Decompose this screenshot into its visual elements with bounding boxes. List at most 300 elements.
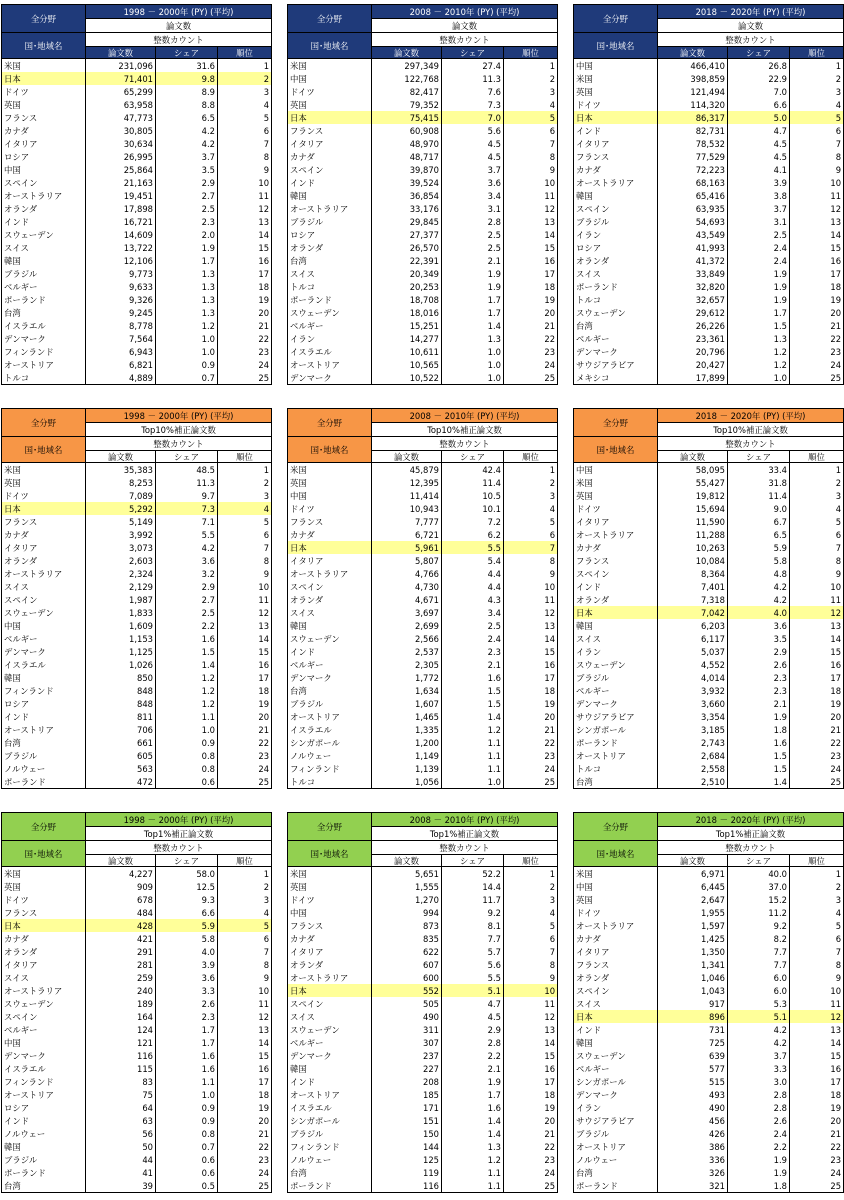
paper-count: 1,772 [372,671,442,684]
rank-value: 18 [218,1088,272,1101]
share-value: 1.3 [156,280,218,293]
country-name: 英国 [288,880,372,893]
share-value: 42.4 [442,463,504,477]
rank-value: 19 [504,293,558,306]
country-name: スイス [288,267,372,280]
country-name: ベルギー [2,280,86,293]
country-name: インド [288,645,372,658]
rank-value: 18 [504,684,558,697]
rank-value: 24 [504,1166,558,1179]
paper-count: 6,117 [658,632,728,645]
col-rank-header: 順位 [218,47,272,59]
paper-count: 1,046 [658,971,728,984]
rank-value: 1 [504,867,558,881]
country-name: 台湾 [288,684,372,697]
rank-value: 5 [504,111,558,124]
rank-value: 19 [218,697,272,710]
share-value: 2.4 [728,241,790,254]
rank-value: 5 [504,919,558,932]
table-row [288,1140,558,1153]
country-name: オーストリア [574,1140,658,1153]
rank-value: 17 [218,267,272,280]
country-name: 中国 [288,489,372,502]
paper-count: 1,125 [86,645,156,658]
paper-count: 48,717 [372,150,442,163]
field-label: 全分野 [288,5,372,33]
rank-value: 13 [218,1023,272,1036]
country-name: トルコ [288,775,372,789]
table-row [288,163,558,176]
country-name: イタリア [574,515,658,528]
paper-count: 18,016 [372,306,442,319]
table-row [2,59,272,73]
paper-count: 3,697 [372,606,442,619]
share-value: 1.0 [442,358,504,371]
share-value: 1.5 [728,319,790,332]
paper-count: 8,364 [658,567,728,580]
table-row [288,658,558,671]
country-name: オーストリア [288,1088,372,1101]
country-name: メキシコ [574,371,658,385]
country-name: オランダ [288,958,372,971]
table-row [574,267,844,280]
rank-value: 20 [504,710,558,723]
table-row [574,906,844,919]
rank-value: 4 [218,502,272,515]
country-name: サウジアラビア [574,358,658,371]
share-value: 8.9 [156,85,218,98]
share-value: 1.9 [728,710,790,723]
table-row [288,1114,558,1127]
paper-count: 398,859 [658,72,728,85]
table-row [288,736,558,749]
paper-count: 58,095 [658,463,728,477]
share-value: 3.6 [156,554,218,567]
country-name: 米国 [288,463,372,477]
country-name: スイス [574,267,658,280]
country-name: スペイン [288,163,372,176]
share-value: 5.1 [728,1010,790,1023]
col-papers-header: 論文数 [86,451,156,463]
country-name: ドイツ [2,85,86,98]
paper-count: 1,555 [372,880,442,893]
share-value: 1.7 [156,254,218,267]
paper-count: 336 [658,1153,728,1166]
share-value: 1.7 [442,293,504,306]
country-name: イスラエル [288,723,372,736]
share-value: 1.1 [442,1166,504,1179]
field-label: 全分野 [2,5,86,33]
table-row [2,671,272,684]
table-row [574,919,844,932]
paper-count: 185 [372,1088,442,1101]
rank-value: 7 [790,137,844,150]
period-label: 2008 － 2010年 (PY) (平均) [372,5,558,19]
country-name: ロシア [2,697,86,710]
share-value: 9.2 [442,906,504,919]
share-value: 1.9 [728,267,790,280]
table-row [2,1088,272,1101]
table-row [2,189,272,202]
table-row [2,528,272,541]
table-row [574,997,844,1010]
share-value: 11.4 [442,476,504,489]
share-value: 2.5 [156,202,218,215]
paper-count: 72,223 [658,163,728,176]
rank-value: 17 [504,671,558,684]
rank-value: 12 [504,1010,558,1023]
country-name: 台湾 [2,306,86,319]
table-row [288,1023,558,1036]
country-name: イタリア [574,137,658,150]
share-value: 4.7 [442,997,504,1010]
country-name: イタリア [288,945,372,958]
country-name: 台湾 [574,775,658,789]
paper-count: 456 [658,1114,728,1127]
table-row [288,945,558,958]
table-row [288,515,558,528]
table-row [288,775,558,789]
paper-count: 4,552 [658,658,728,671]
rank-value: 24 [218,358,272,371]
table-row [574,1179,844,1193]
share-value: 5.6 [442,958,504,971]
paper-count: 33,176 [372,202,442,215]
country-name: 韓国 [2,1140,86,1153]
metric-type-label: Top10%補正論文数 [86,423,272,437]
share-value: 0.5 [156,1179,218,1193]
table-row [2,150,272,163]
table-row [574,72,844,85]
rank-value: 23 [218,345,272,358]
country-name: フランス [2,906,86,919]
share-value: 5.8 [728,554,790,567]
rank-value: 3 [218,489,272,502]
region-label: 国･地域名 [574,33,658,59]
rank-value: 7 [218,137,272,150]
share-value: 31.8 [728,476,790,489]
rank-value: 18 [218,280,272,293]
rank-value: 25 [790,775,844,789]
table-row [2,580,272,593]
paper-count: 1,335 [372,723,442,736]
country-name: フィンランド [2,1075,86,1088]
country-name: カナダ [2,932,86,945]
paper-count: 3,185 [658,723,728,736]
share-value: 1.9 [442,267,504,280]
paper-count: 9,326 [86,293,156,306]
share-value: 4.2 [728,580,790,593]
share-value: 31.6 [156,59,218,73]
share-value: 1.7 [156,1023,218,1036]
share-value: 7.1 [156,515,218,528]
share-value: 1.1 [442,749,504,762]
paper-count: 124 [86,1023,156,1036]
paper-count: 125 [372,1153,442,1166]
paper-count: 10,611 [372,345,442,358]
paper-count: 1,026 [86,658,156,671]
paper-count: 1,607 [372,697,442,710]
paper-count: 8,253 [86,476,156,489]
rank-value: 4 [218,906,272,919]
paper-count: 811 [86,710,156,723]
paper-count: 1,149 [372,749,442,762]
rank-value: 3 [218,85,272,98]
rank-value: 9 [790,971,844,984]
table-row [2,762,272,775]
share-value: 7.7 [442,932,504,945]
country-name: オーストラリア [574,528,658,541]
table-row [2,697,272,710]
rank-value: 13 [218,619,272,632]
rank-value: 6 [504,124,558,137]
country-name: 中国 [574,880,658,893]
share-value: 58.0 [156,867,218,881]
share-value: 11.3 [156,476,218,489]
table-row [2,85,272,98]
share-value: 9.2 [728,919,790,932]
table-row [574,1049,844,1062]
table-row [2,593,272,606]
rank-value: 20 [790,306,844,319]
country-name: スイス [2,580,86,593]
rank-value: 19 [790,697,844,710]
rank-value: 6 [218,528,272,541]
country-name: ポーランド [288,293,372,306]
paper-count: 678 [86,893,156,906]
country-name: 日本 [2,919,86,932]
paper-count: 297,349 [372,59,442,73]
rank-value: 3 [790,85,844,98]
data-table [573,4,844,385]
share-value: 0.8 [156,749,218,762]
paper-count: 7,401 [658,580,728,593]
country-name: デンマーク [288,671,372,684]
table-row [574,554,844,567]
share-value: 1.1 [442,1179,504,1193]
share-value: 3.7 [728,1049,790,1062]
share-value: 4.4 [442,567,504,580]
rank-value: 3 [790,489,844,502]
share-value: 8.8 [156,98,218,111]
table-row [288,358,558,371]
table-row [288,476,558,489]
table-row [574,1127,844,1140]
period-label: 1998 － 2000年 (PY) (平均) [86,813,272,827]
share-value: 6.5 [156,111,218,124]
rank-value: 2 [218,880,272,893]
country-name: ベルギー [288,319,372,332]
share-value: 1.4 [442,1127,504,1140]
data-table [573,812,844,1193]
rank-value: 21 [504,319,558,332]
country-name: 韓国 [574,1036,658,1049]
paper-count: 706 [86,723,156,736]
country-name: ブラジル [288,697,372,710]
table-row [288,202,558,215]
country-name: スウェーデン [2,228,86,241]
count-type-label: 整数カウント [86,33,272,47]
country-name: ノルウェー [2,762,86,775]
col-share-header: シェア [156,855,218,867]
table-row [2,606,272,619]
paper-count: 64 [86,1101,156,1114]
country-name: ブラジル [288,215,372,228]
country-name: 日本 [288,984,372,997]
paper-count: 78,532 [658,137,728,150]
paper-count: 25,864 [86,163,156,176]
table-row [574,710,844,723]
share-value: 5.7 [442,945,504,958]
paper-count: 577 [658,1062,728,1075]
paper-count: 240 [86,984,156,997]
rank-value: 23 [504,1153,558,1166]
country-name: 台湾 [574,319,658,332]
table-row [288,723,558,736]
country-name: デンマーク [288,371,372,385]
share-value: 1.5 [156,645,218,658]
table-row [288,906,558,919]
share-value: 4.5 [442,137,504,150]
rank-value: 9 [218,163,272,176]
table-row [2,945,272,958]
rank-value: 24 [218,1166,272,1179]
paper-count: 2,699 [372,619,442,632]
paper-count: 3,992 [86,528,156,541]
table-row [288,971,558,984]
table-row [574,945,844,958]
paper-count: 77,529 [658,150,728,163]
table-row [2,645,272,658]
country-name: ノルウェー [288,749,372,762]
country-name: 韓国 [574,619,658,632]
paper-count: 2,558 [658,762,728,775]
paper-count: 15,694 [658,502,728,515]
country-name: 英国 [2,880,86,893]
country-name: ドイツ [2,893,86,906]
country-name: 米国 [2,59,86,73]
share-value: 1.8 [728,1179,790,1193]
table-row [288,254,558,267]
paper-count: 466,410 [658,59,728,73]
country-name: ベルギー [288,658,372,671]
rank-value: 7 [218,541,272,554]
paper-count: 116 [372,1179,442,1193]
share-value: 1.7 [156,1036,218,1049]
country-name: オーストラリア [288,971,372,984]
country-name: デンマーク [574,1088,658,1101]
country-name: インド [574,580,658,593]
table-row [288,684,558,697]
country-name: ベルギー [574,1062,658,1075]
share-value: 3.6 [728,619,790,632]
table-row [2,1049,272,1062]
table-row [574,1166,844,1179]
rank-value: 25 [218,371,272,385]
share-value: 2.3 [156,215,218,228]
paper-count: 30,634 [86,137,156,150]
share-value: 4.2 [156,124,218,137]
rank-value: 20 [218,306,272,319]
country-name: 韓国 [2,254,86,267]
paper-count: 5,292 [86,502,156,515]
col-papers-header: 論文数 [658,451,728,463]
rank-value: 9 [504,971,558,984]
rank-value: 21 [504,1127,558,1140]
col-rank-header: 順位 [790,855,844,867]
country-name: フランス [574,958,658,971]
table-row [574,632,844,645]
count-type-label: 整数カウント [658,33,844,47]
rank-value: 11 [218,593,272,606]
share-value: 3.4 [442,189,504,202]
share-value: 8.2 [728,932,790,945]
rank-value: 22 [218,332,272,345]
paper-count: 208 [372,1075,442,1088]
table-row [2,984,272,997]
paper-count: 9,633 [86,280,156,293]
table-row [2,1153,272,1166]
share-value: 0.9 [156,1101,218,1114]
col-papers-header: 論文数 [658,855,728,867]
table-row [574,371,844,385]
rank-value: 6 [218,932,272,945]
paper-count: 20,253 [372,280,442,293]
share-value: 6.7 [728,515,790,528]
paper-count: 29,845 [372,215,442,228]
country-name: 台湾 [2,1179,86,1193]
paper-count: 39 [86,1179,156,1193]
country-name: オランダ [2,554,86,567]
paper-count: 12,106 [86,254,156,267]
paper-count: 1,634 [372,684,442,697]
paper-count: 490 [658,1101,728,1114]
paper-count: 45,879 [372,463,442,477]
rank-value: 6 [218,124,272,137]
field-label: 全分野 [574,813,658,841]
rank-value: 24 [790,1166,844,1179]
count-type-label: 整数カウント [86,437,272,451]
rank-value: 16 [790,254,844,267]
table-row [288,228,558,241]
rank-value: 9 [790,163,844,176]
rank-value: 17 [790,267,844,280]
table-row [2,228,272,241]
share-value: 10.5 [442,489,504,502]
rank-value: 14 [218,1036,272,1049]
paper-count: 6,821 [86,358,156,371]
share-value: 1.8 [728,723,790,736]
table-row [574,358,844,371]
country-name: フランス [2,515,86,528]
country-name: スペイン [574,984,658,997]
rank-value: 8 [790,958,844,971]
table-row [288,919,558,932]
country-name: 米国 [574,476,658,489]
paper-count: 11,590 [658,515,728,528]
country-name: カナダ [574,932,658,945]
share-value: 7.0 [728,85,790,98]
paper-count: 3,932 [658,684,728,697]
country-name: インド [288,176,372,189]
share-value: 9.3 [156,893,218,906]
share-value: 33.4 [728,463,790,477]
paper-count: 17,898 [86,202,156,215]
rank-value: 14 [218,632,272,645]
paper-count: 19,451 [86,189,156,202]
share-value: 7.6 [442,85,504,98]
share-value: 2.1 [728,697,790,710]
